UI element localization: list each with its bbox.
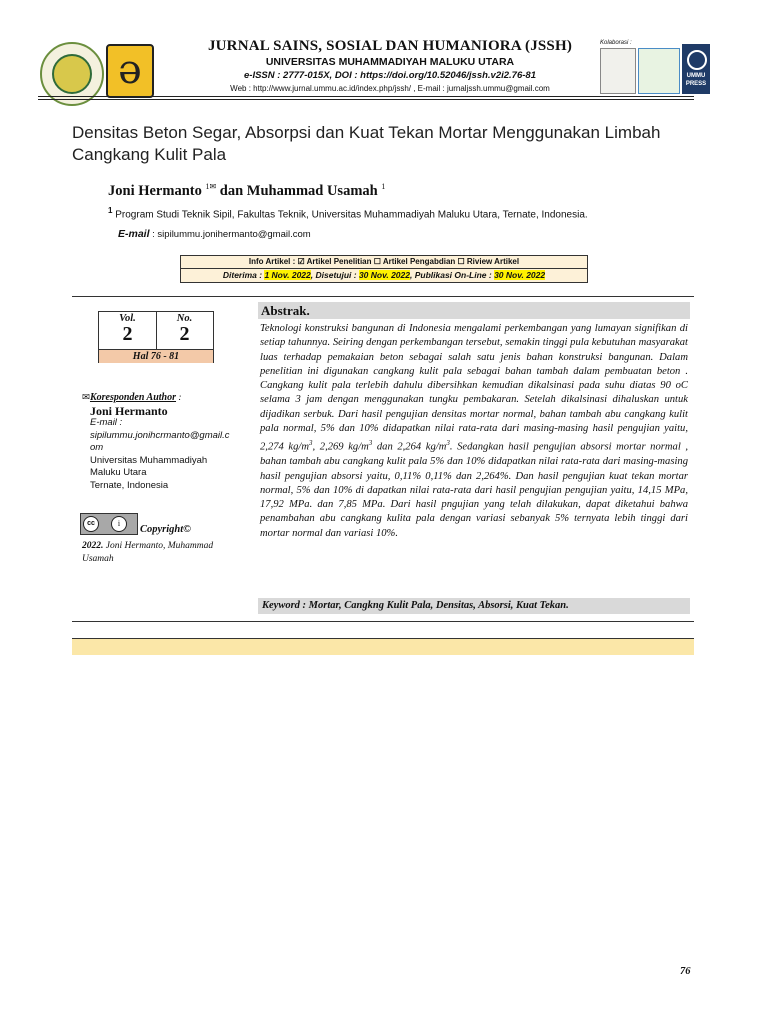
page-range: Hal 76 - 81: [99, 349, 213, 363]
issn-doi: e-ISSN : 2777-015X, DOI : https://doi.org/10.52046/jssh.v2i2.76-81: [244, 70, 536, 81]
author-email: E-mail : sipilummu.jonihermanto@gmail.com: [118, 228, 311, 240]
paper-title: Densitas Beton Segar, Absorpsi dan Kuat Tekan Mortar Menggunakan Limbah Cangkang Kulit Pala: [72, 123, 661, 164]
bottom-rule: [72, 621, 694, 622]
cc-by-icon: cc i: [80, 513, 138, 535]
university-name: UNIVERSITAS MUHAMMADIYAH MALUKU UTARA: [265, 56, 515, 68]
abstract-text: Teknologi konstruksi bangunan di Indonesia mengalami perkembangan yang lumayan signifikan di setiap tahunnya. Seiring dengan perkembangan tersebut, semakin tinggi pula kebutuhan masyarakat luas terhadap pemakaian beton sebagai salah satu jenis bahan konstruksi bangunan. Dalam penelitian ini digunakan cangkang kulit pala sebagai bahan tambah dalam pembuatan beton . Cangkang kulit pala terlebih dahulu dibersihkan kemudian dikalsinasi pada suhu diatas 90 oC selama 3 jam dengan menggunakan tungku pembakaran. Setelah dikalsinasi dihaluskan untuk dijadikan serbuk. Dari hasil pengujian densitas mortar normal, bahan tambah abu cangkang kulit pala normal, 5% dan 10% didapatkan nilai rata-rata dari masing-masing hasil pengujian yaitu, 2,274 $kg/m^3$, 2,269 $kg/m^3$ dan 2,264 $kg/m^3$. Sedangkan hasil pengujian absorsi mortar normal , bahan tambah abu cangkang kulit pala 5% dan 10% didapatkan nilai rata-rata dari masing-masing hasil pengujian absorsi yaitu, 0,11% 0,11% dan 2,264%. Dan hasil pengujian kuat tekan mortar normal, 5% dan 10% di dapatkan nilai rata-rata dari hasil pengujian pengujian yaitu, 14,15 MPa, 17,92 MPa. dan 7,85 MPa. Dari hasil pngujian yang telah dilakukan, dapat diketahui bahwa penambahan abu cangkang kulita pala dengan variasi sebanyak 5% ternyata lebih tinggi dari mortar normal dan variasi 10%.: [260, 323, 689, 539]
journal-logo: ə: [106, 44, 154, 98]
affiliation: $^1$ Program Studi Teknik Sipil, Fakultas Teknik, Universitas Muhammadiyah Maluku Utara, Ternate, Indonesia.: [108, 206, 588, 221]
correspondent-author: ✉Koresponden Author : Joni Hermanto E-mail : sipilummu.jonihcrmanto@gmail.com Universitas Muhammadiyah Maluku Utara Ternate, Indonesia: [82, 392, 230, 491]
keywords: Keyword : Mortar, Cangkng Kulit Pala, Densitas, Absorsi, Kuat Tekan.: [258, 598, 690, 614]
university-logo-emblem: [52, 54, 92, 94]
page-number: 76: [680, 966, 691, 977]
header-rule-thin: [38, 99, 694, 100]
collab-logo-2: [638, 48, 680, 94]
ummu-press-logo: UMMU PRESS: [682, 44, 710, 94]
article-type-row: Info Artikel : ☑ Artikel Penelitian ☐ Artikel Pengabdian ☐ Riview Artikel: [181, 256, 587, 269]
article-dates-row: Diterima : 1 Nov. 2022, Disetujui : 30 Nov. 2022, Publikasi On-Line : 30 Nov. 2022: [222, 270, 546, 280]
volume-box: Vol. 2 No. 2 Hal 76 - 81: [98, 311, 214, 363]
web-email: Web : http://www.jurnal.ummu.ac.id/index.php/jssh/ , E-mail : jurnaljssh.ummu@gmail.com: [230, 84, 550, 93]
section-rule: [72, 296, 694, 297]
header-rule: [38, 96, 694, 97]
copyright-holders: 2022. Joni Hermanto, Muhammad Usamah: [82, 541, 214, 564]
yellow-band: [72, 638, 694, 655]
copyright-label: Copyright©: [140, 524, 192, 535]
authors: Joni Hermanto $^{1✉}$ dan Muhammad Usamah $^1$: [108, 182, 386, 199]
abstract-heading: Abstrak.: [258, 302, 690, 319]
collab-label: Kolaborasi :: [600, 40, 632, 46]
mail-icon: ✉: [82, 393, 90, 403]
article-info-box: [180, 255, 588, 283]
journal-title: JURNAL SAINS, SOSIAL DAN HUMANIORA (JSSH): [207, 38, 573, 54]
collab-logo-1: [600, 48, 636, 94]
